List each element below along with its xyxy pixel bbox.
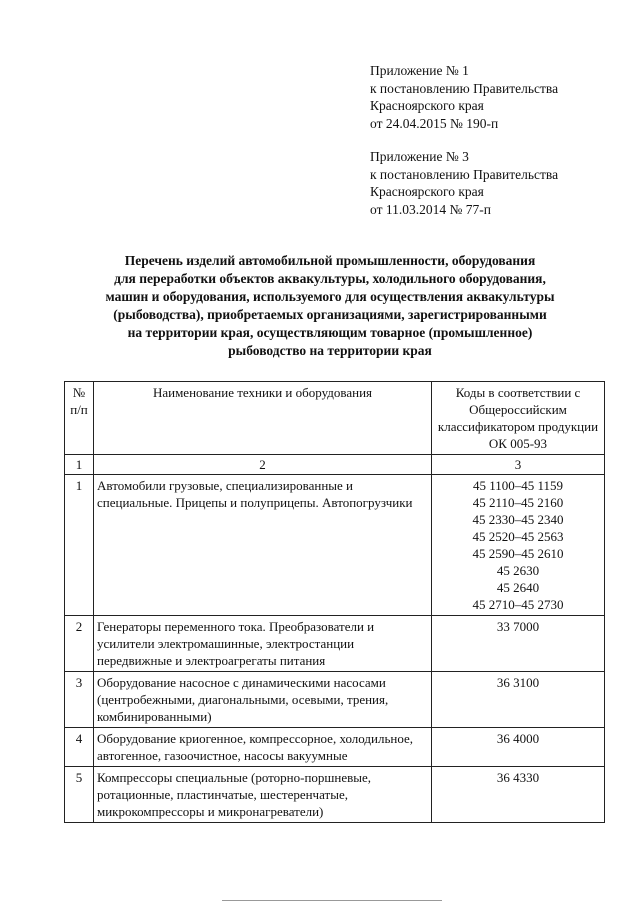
- header-codes: Коды в соответствии с Общероссийским классификатором продукции ОК 005-93: [432, 382, 605, 455]
- row-codes: [432, 767, 605, 823]
- appendix-1-region: Красноярского края: [370, 98, 484, 113]
- code-value: 45 2640: [496, 580, 540, 595]
- code-value: 45 2590–45 2610: [472, 546, 564, 561]
- code-value: 36 4330: [496, 770, 540, 785]
- table-row: [65, 475, 605, 616]
- title-line: Перечень изделий автомобильной промышленности, оборудования: [124, 253, 536, 268]
- appendix-3-block: [370, 148, 558, 218]
- row-codes: [432, 672, 605, 728]
- column-index-row: [65, 455, 605, 475]
- code-value: 36 4000: [496, 731, 540, 746]
- column-index: 1: [65, 455, 94, 475]
- appendix-3-resolution: к постановлению Правительства: [370, 166, 559, 182]
- appendix-3-date: от 11.03.2014 № 77-п: [370, 201, 491, 217]
- row-number: 2: [65, 616, 94, 672]
- code-value: 33 7000: [496, 619, 540, 634]
- title-line: машин и оборудования, используемого для осуществления аквакультуры: [105, 289, 555, 304]
- code-value: 45 2630: [496, 563, 540, 578]
- appendix-1-block: [370, 62, 558, 132]
- appendix-1-number: Приложение № 1: [370, 63, 469, 78]
- row-codes: [432, 475, 605, 616]
- table-row: [65, 728, 605, 767]
- code-value: 36 3100: [496, 675, 540, 690]
- title-line: рыбоводство на территории края: [228, 343, 432, 358]
- row-name: Оборудование криогенное, компрессорное, холодильное, автогенное, газоочистное, насосы вакуумные: [94, 728, 432, 767]
- row-number: 3: [65, 672, 94, 728]
- row-name: Автомобили грузовые, специализированные и специальные. Прицепы и полуприцепы. Автопогрузчики: [94, 475, 432, 616]
- row-number: 4: [65, 728, 94, 767]
- row-name: Оборудование насосное с динамическими насосами (центробежными, диагональными, осевыми, трения, комбинированными): [94, 672, 432, 728]
- appendix-1-date: от 24.04.2015 № 190-п: [370, 115, 499, 131]
- header-name: Наименование техники и оборудования: [94, 382, 432, 455]
- title-line: для переработки объектов аквакультуры, холодильного оборудования,: [114, 271, 546, 286]
- code-value: 45 1100–45 1159: [472, 478, 564, 493]
- code-value: 45 2110–45 2160: [472, 495, 564, 510]
- column-index: 2: [94, 455, 432, 475]
- row-name: Компрессоры специальные (роторно-поршневые, ротационные, пластинчатые, шестеренчатые, микрокомпрессоры и микронагреватели): [94, 767, 432, 823]
- table-row: [65, 616, 605, 672]
- title-line: на территории края, осуществляющим товарное (промышленное): [127, 325, 533, 340]
- page-edge-line: [222, 900, 442, 901]
- header-number: № п/п: [65, 382, 94, 455]
- column-index: 3: [432, 455, 605, 475]
- equipment-codes-table: [64, 381, 605, 823]
- row-name: Генераторы переменного тока. Преобразователи и усилители электромашинные, электростанции передвижные и электроагрегаты питания: [94, 616, 432, 672]
- row-number: 5: [65, 767, 94, 823]
- appendix-3-number: Приложение № 3: [370, 149, 469, 164]
- appendix-1-resolution: к постановлению Правительства: [370, 80, 559, 96]
- title-line: (рыбоводства), приобретаемых организациями, зарегистрированными: [113, 307, 547, 322]
- row-codes: [432, 728, 605, 767]
- code-value: 45 2330–45 2340: [472, 512, 564, 527]
- row-codes: [432, 616, 605, 672]
- table-header-row: [65, 382, 605, 455]
- table-row: [65, 672, 605, 728]
- document-title: [60, 252, 600, 360]
- row-number: 1: [65, 475, 94, 616]
- code-value: 45 2520–45 2563: [472, 529, 564, 544]
- code-value: 45 2710–45 2730: [472, 597, 564, 612]
- table-row: [65, 767, 605, 823]
- appendix-3-region: Красноярского края: [370, 184, 484, 199]
